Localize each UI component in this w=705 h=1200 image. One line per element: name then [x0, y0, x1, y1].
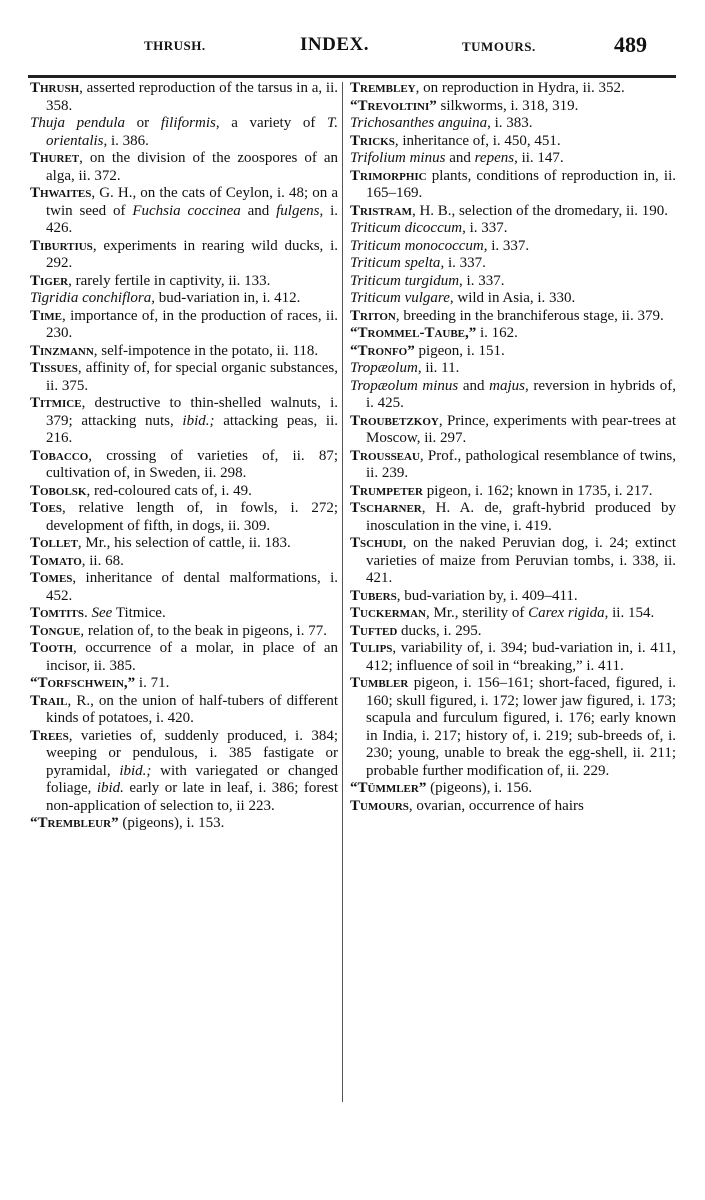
column-divider	[342, 82, 343, 1102]
entry-text: , importance of, in the production of races, ii. 230.	[46, 307, 338, 341]
index-entry	[350, 623, 676, 641]
entry-text: and	[445, 150, 475, 166]
index-entry	[30, 448, 338, 483]
index-entry	[350, 168, 676, 203]
entry-text: , self-impotence in the potato, ii. 118.	[93, 342, 319, 359]
entry-heading: “Trevoltini”	[350, 97, 437, 114]
entry-heading: Tuckerman	[350, 605, 426, 621]
entry-text: , ii. 11.	[417, 360, 460, 376]
entry-heading: Tinzmann	[30, 342, 94, 359]
entry-text: , on the naked Peruvian dog, i. 24; extinct varieties of maize from Peruvian tombs, i. 338, ii. 421.	[366, 535, 676, 586]
entry-heading: Thrush	[30, 80, 80, 96]
entry-italic-text: ibid.;	[119, 762, 152, 779]
entry-text: plants, conditions of reproduction in, ii. 165–169.	[366, 167, 676, 201]
entry-heading: Tobolsk	[30, 482, 87, 499]
index-entry	[350, 325, 676, 343]
entry-heading: Tumours	[350, 797, 409, 814]
entry-heading: Tulips	[350, 640, 393, 656]
entry-text: , i. 383.	[487, 115, 533, 131]
entry-heading: “Trommel-Taube,”	[350, 325, 477, 341]
entry-text: , Prof., pathological resemblance of twins, ii. 239.	[366, 447, 676, 481]
index-entry	[350, 483, 676, 501]
entry-heading: “Tronfo”	[350, 342, 415, 359]
index-column-right	[350, 80, 676, 815]
entry-text: pigeon, i. 156–161; short-faced, figured, i. 160; skull figured, i. 172; lower jaw figured, i. 173; scapula and furculum figured, i. 176; early known in India, i. 217; history of, i. 219; sub-breeds of, i. 230; young, unable to break the egg-shell, ii. 211; probable further modification of, ii. 229.	[366, 675, 676, 779]
index-entry	[350, 255, 676, 273]
entry-italic-text: T. orientalis	[46, 115, 338, 149]
entry-heading: Tiger	[30, 272, 69, 289]
entry-heading: Tobacco	[30, 447, 89, 464]
entry-text: , i. 337.	[462, 220, 508, 236]
index-entry	[30, 675, 338, 693]
entry-text: , Prince, experiments with pear-trees at Moscow, ii. 297.	[366, 412, 676, 446]
index-entry	[350, 378, 676, 413]
index-entry	[350, 605, 676, 623]
index-entry	[30, 623, 338, 641]
index-entry	[30, 80, 338, 115]
entry-italic-text: Fuchsia coccinea	[132, 202, 241, 219]
index-entry	[30, 640, 338, 675]
entry-heading: Tristram	[350, 202, 412, 219]
entry-text: , relative length of, in fowls, i. 272; development of fifth, in dogs, ii. 309.	[46, 500, 338, 534]
entry-italic-text: Triticum monococcum	[350, 237, 484, 254]
entry-text: , inheritance of dental malformations, i. 452.	[46, 570, 338, 604]
entry-heading: Tschudi	[350, 535, 403, 551]
entry-heading: “Tümmler”	[350, 780, 427, 796]
index-entry	[350, 588, 676, 606]
entry-text: i. 71.	[135, 675, 170, 691]
entry-text: , affinity of, for special organic substances, ii. 375.	[46, 360, 338, 394]
entry-text: , rarely fertile in captivity, ii. 133.	[68, 272, 271, 289]
entry-text: pigeon, i. 162; known in 1735, i. 217.	[422, 482, 653, 499]
index-entry	[350, 290, 676, 308]
entry-heading: Titmice	[30, 395, 82, 411]
index-entry	[30, 238, 338, 273]
index-entry	[30, 570, 338, 605]
index-entry	[350, 360, 676, 378]
entry-text: , G. H., on the cats of Ceylon, i. 48; on a twin seed of	[46, 185, 338, 219]
entry-heading: Trees	[30, 727, 69, 744]
index-entry	[30, 535, 338, 553]
entry-text: attacking peas, ii. 216.	[46, 412, 338, 446]
entry-italic-text: Tigridia conchiflora	[30, 290, 152, 306]
entry-italic-text: majus	[489, 377, 526, 394]
entry-text: , breeding in the branchiferous stage, ii. 379.	[395, 307, 664, 324]
entry-text: , wild in Asia, i. 330.	[449, 290, 576, 306]
entry-text: i. 162.	[476, 325, 518, 341]
entry-text: , i. 426.	[46, 202, 338, 236]
entry-heading: Tongue	[30, 622, 81, 639]
entry-text: , bud-variation by, i. 409–411.	[396, 587, 578, 604]
entry-text: , ovarian, occurrence of hairs	[408, 797, 584, 814]
entry-text: , bud-variation in, i. 412.	[151, 290, 301, 306]
entry-text: ducks, i. 295.	[397, 622, 482, 639]
entry-italic-text: filiformis	[160, 115, 216, 131]
entry-text: , ii. 154.	[604, 605, 655, 621]
entry-heading: Tollet	[30, 535, 78, 551]
entry-text: , destructive to thin-shelled walnuts, i. 379; attacking nuts,	[46, 395, 338, 429]
entry-heading: Trimorphic	[350, 167, 427, 184]
header-rule	[28, 75, 676, 78]
index-entry	[350, 115, 676, 133]
index-entry	[350, 98, 676, 116]
index-entry	[350, 675, 676, 780]
index-entry	[30, 553, 338, 571]
entry-heading: Tricks	[350, 132, 395, 149]
index-entry	[350, 798, 676, 816]
entry-text: , variability of, i. 394; bud-variation in, i. 411, 412; influence of soil in “breaking,” i. 411.	[366, 640, 676, 674]
entry-text: or	[125, 115, 161, 131]
entry-heading: Trail	[30, 692, 68, 709]
entry-heading: Triton	[350, 307, 396, 324]
index-entry	[30, 360, 338, 395]
index-entry	[30, 728, 338, 816]
entry-text: .	[84, 605, 92, 621]
index-entry	[30, 483, 338, 501]
header-right-keyword: TUMOURS.	[462, 39, 536, 54]
index-column-left	[30, 80, 338, 833]
index-entry	[350, 780, 676, 798]
entry-heading: Trumpeter	[350, 482, 423, 499]
page-number: 489	[614, 32, 647, 57]
entry-heading: Tissues	[30, 360, 78, 376]
entry-text: early or late in leaf, i. 386; forest non-application of selection to, ii 223.	[46, 780, 338, 814]
entry-text: , crossing of varieties of, ii. 87; cultivation of, in Sweden, ii. 298.	[46, 447, 338, 481]
entry-text: Titmice.	[112, 605, 166, 621]
entry-text: pigeon, i. 151.	[414, 342, 505, 359]
entry-heading: Tumbler	[350, 675, 409, 691]
index-entry	[30, 500, 338, 535]
entry-italic-text: fulgens	[276, 202, 320, 219]
index-entry	[350, 500, 676, 535]
entry-text: , reversion in hybrids of, i. 425.	[366, 377, 676, 411]
entry-heading: Thwaites	[30, 185, 92, 201]
index-entry	[30, 290, 338, 308]
entry-text: , occurrence of a molar, in place of an incisor, ii. 385.	[46, 640, 338, 674]
entry-text: and	[458, 377, 490, 394]
entry-italic-text: Thuja pendula	[30, 115, 125, 131]
entry-heading: Troubetzkoy	[350, 412, 439, 429]
entry-heading: Tufted	[350, 622, 398, 639]
entry-text: and	[240, 202, 277, 219]
entry-text: silkworms, i. 318, 319.	[436, 97, 579, 114]
index-entry	[350, 640, 676, 675]
index-entry	[350, 413, 676, 448]
entry-italic-text: Triticum dicoccum	[350, 220, 463, 236]
entry-text: , on the division of the zoospores of an alga, ii. 372.	[46, 150, 338, 184]
entry-text: , Mr., his selection of cattle, ii. 183.	[77, 535, 291, 551]
entry-text: , R., on the union of half-tubers of different kinds of potatoes, i. 420.	[46, 692, 338, 726]
entry-heading: Tomtits	[30, 605, 85, 621]
entry-heading: Tscharner	[350, 500, 422, 516]
entry-text: , i. 337.	[459, 272, 505, 289]
entry-italic-text: Triticum vulgare	[350, 290, 450, 306]
entry-heading: Time	[30, 307, 63, 324]
entry-text: , inheritance of, i. 450, 451.	[394, 132, 561, 149]
index-entry	[350, 448, 676, 483]
entry-text: (pigeons), i. 156.	[426, 780, 533, 796]
entry-italic-text: Trichosanthes anguina	[350, 115, 488, 131]
entry-text: , i. 337.	[483, 237, 530, 254]
index-entry	[30, 395, 338, 448]
index-entry	[30, 343, 338, 361]
entry-text: , H. B., selection of the dromedary, ii. 190.	[411, 202, 669, 219]
entry-heading: Trembley	[350, 80, 416, 96]
entry-text: , on reproduction in Hydra, ii. 352.	[415, 80, 625, 96]
entry-text: , ii. 68.	[81, 552, 124, 569]
entry-italic-text: ibid.;	[182, 412, 215, 429]
entry-heading: Tomes	[30, 570, 73, 586]
entry-heading: “Torfschwein,”	[30, 675, 136, 691]
entry-text: , H. A. de, graft-hybrid produced by inosculation in the vine, i. 419.	[366, 500, 676, 534]
entry-text: , relation of, to the beak in pigeons, i. 77.	[80, 622, 327, 639]
entry-text: , experiments in rearing wild ducks, i. 292.	[46, 237, 338, 271]
index-entry	[350, 203, 676, 221]
entry-italic-text: Trifolium minus	[350, 150, 446, 166]
entry-text: (pigeons), i. 153.	[118, 815, 225, 831]
entry-text: , i. 386.	[103, 132, 149, 149]
entry-italic-text: ibid.	[96, 780, 124, 796]
index-entry	[30, 815, 338, 833]
entry-text: , ii. 147.	[514, 150, 564, 166]
index-entry	[30, 308, 338, 343]
entry-italic-text: See	[91, 605, 113, 621]
entry-text: , varieties of, suddenly produced, i. 384; weeping or pendulous, i. 385 fastigate or pyramidal,	[46, 727, 338, 779]
entry-text: with variegated or changed foliage,	[46, 762, 338, 796]
entry-text: , a variety of	[215, 115, 328, 131]
index-entry	[350, 238, 676, 256]
index-entry	[350, 220, 676, 238]
index-entry	[30, 150, 338, 185]
index-entry	[30, 115, 338, 150]
header-left-keyword: THRUSH.	[144, 38, 206, 53]
entry-italic-text: repens	[474, 150, 515, 166]
index-entry	[350, 308, 676, 326]
entry-text: , Mr., sterility of	[426, 605, 529, 621]
entry-heading: Thuret	[30, 150, 80, 166]
entry-heading: Toes	[30, 500, 63, 516]
index-entry	[30, 185, 338, 238]
index-entry	[350, 150, 676, 168]
entry-heading: “Trembleur”	[30, 815, 119, 831]
header-title: INDEX.	[300, 34, 369, 55]
entry-italic-text: Tropæolum minus	[350, 377, 459, 394]
index-entry	[350, 343, 676, 361]
entry-italic-text: Triticum spelta	[350, 255, 441, 271]
entry-text: , red-coloured cats of, i. 49.	[86, 482, 252, 499]
entry-heading: Tiburtius	[30, 237, 93, 254]
running-header	[0, 30, 705, 70]
entry-heading: Trousseau	[350, 447, 420, 464]
entry-italic-text: Tropæolum	[350, 360, 418, 376]
index-entry	[30, 273, 338, 291]
index-entry	[30, 693, 338, 728]
entry-text: , i. 337.	[440, 255, 486, 271]
entry-heading: Tubers	[350, 587, 397, 604]
index-entry	[350, 535, 676, 588]
index-entry	[30, 605, 338, 623]
index-entry	[350, 133, 676, 151]
entry-heading: Tooth	[30, 640, 74, 656]
entry-italic-text: Triticum turgidum	[350, 272, 460, 289]
entry-text: , asserted reproduction of the tarsus in a, ii. 358.	[46, 80, 338, 114]
index-entry	[350, 80, 676, 98]
entry-italic-text: Carex rigida	[528, 605, 605, 621]
entry-heading: Tomato	[30, 552, 82, 569]
index-entry	[350, 273, 676, 291]
